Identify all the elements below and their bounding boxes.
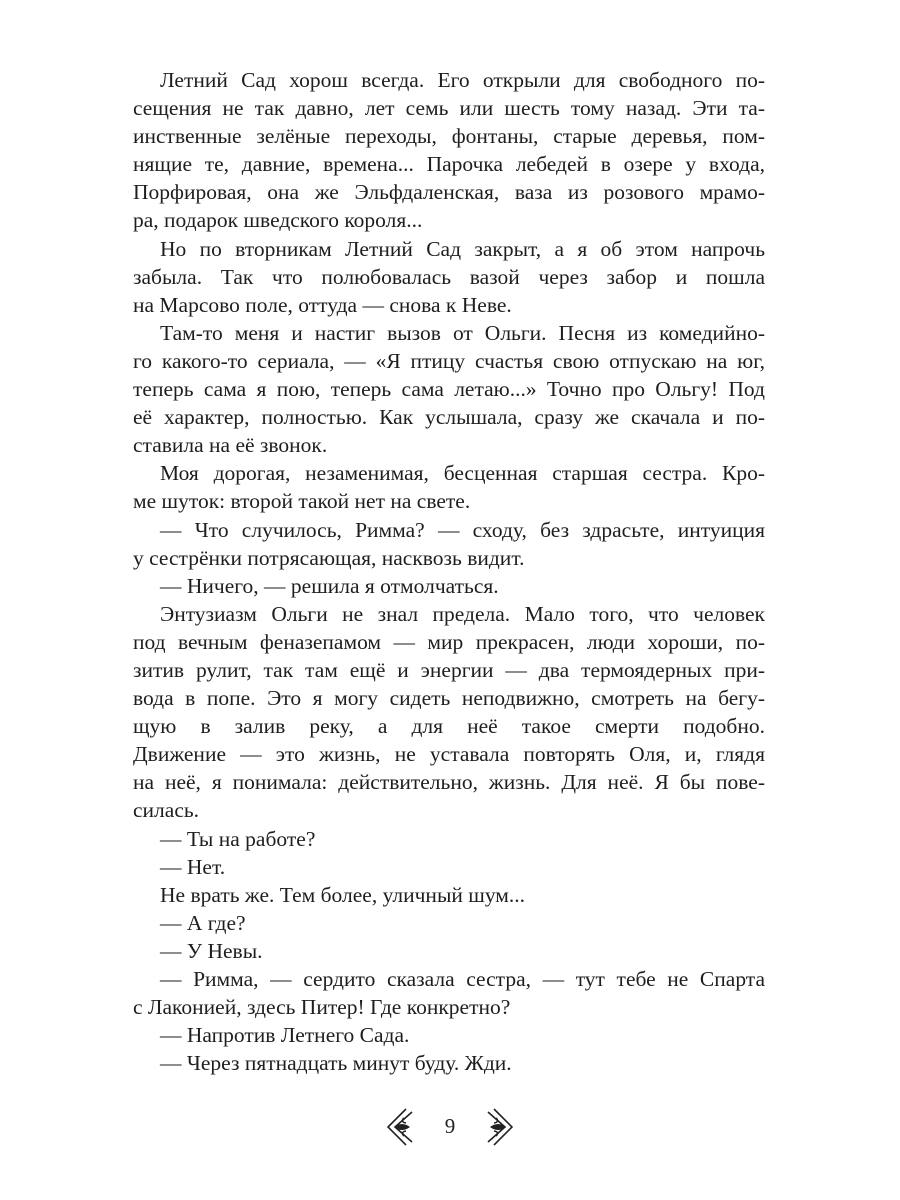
text-line: Не врать же. Тем более, уличный шум... — [160, 882, 526, 907]
paragraph — [133, 1049, 765, 1077]
paragraph — [133, 600, 765, 825]
text-line: — Через пятнадцать минут буду. Жди. — [160, 1051, 512, 1076]
ornament-left-icon — [384, 1106, 418, 1148]
text-line: ра, подарок шведского короля... — [133, 208, 423, 233]
paragraph — [133, 235, 765, 319]
text-line: — А где? — [160, 910, 246, 935]
text-line: Движение — это жизнь, не уставала повторять Оля, и, глядя — [133, 742, 765, 767]
paragraph — [133, 881, 765, 909]
text-line: инственные зелёные переходы, фонтаны, старые деревья, пом- — [133, 124, 765, 149]
paragraph — [133, 909, 765, 937]
text-line: — Римма, — сердито сказала сестра, — тут тебе не Спарта — [160, 967, 765, 991]
text-line: го какого-то сериала, — «Я птицу счастья свою отпускаю на юг, — [133, 348, 765, 373]
text-line: с Лаконией, здесь Питер! Где конкретно? — [133, 995, 511, 1020]
text-line: забыла. Так что полюбовалась вазой через забор и пошла — [133, 264, 765, 289]
text-line: — Напротив Летнего Сада. — [160, 1023, 410, 1048]
text-line: — У Невы. — [160, 938, 263, 963]
text-line: — Ничего, — решила я отмолчаться. — [160, 573, 499, 598]
text-line: Порфировая, она же Эльфдаленская, ваза из розового мрамо- — [133, 180, 765, 205]
paragraph — [133, 1021, 765, 1049]
paragraph — [133, 516, 765, 572]
text-line: ме шуток: второй такой нет на свете. — [133, 489, 471, 514]
text-line: её характер, полностью. Как услышала, сразу же скачала и по- — [133, 405, 765, 430]
text-line: на Марсово поле, оттуда — снова к Неве. — [133, 292, 512, 317]
text-line: сещения не так давно, лет семь или шесть тому назад. Эти та- — [133, 96, 765, 121]
text-line: на неё, я понимала: действительно, жизнь. Для неё. Я бы пове- — [133, 770, 765, 795]
text-line: Энтузиазм Ольги не знал предела. Мало того, что человек — [160, 601, 765, 626]
text-line: у сестрёнки потрясающая, насквозь видит. — [133, 545, 525, 570]
page-footer — [0, 1104, 900, 1150]
paragraph — [133, 853, 765, 881]
text-line: силась. — [133, 798, 200, 823]
page-body-text — [133, 66, 765, 1077]
text-line: Там-то меня и настиг вызов от Ольги. Песня из комедийно- — [160, 320, 765, 345]
paragraph — [133, 825, 765, 853]
text-line: теперь сама я пою, теперь сама летаю...» Точно про Ольгу! Под — [133, 377, 765, 402]
text-line: вода в попе. Это я могу сидеть неподвижно, смотреть на бегу- — [133, 686, 765, 711]
ornament-right-icon — [482, 1106, 516, 1148]
text-line: — Что случилось, Римма? — сходу, без здрасьте, интуиция — [160, 517, 765, 542]
text-line: нящие те, давние, времена... Парочка лебедей в озере у входа, — [133, 152, 765, 177]
text-line: — Ты на работе? — [160, 826, 316, 851]
paragraph — [133, 965, 765, 1021]
text-line: ставила на её звонок. — [133, 433, 328, 458]
paragraph — [133, 937, 765, 965]
paragraph — [133, 572, 765, 600]
page-number: 9 — [444, 1114, 456, 1138]
paragraph — [133, 66, 765, 235]
paragraph — [133, 319, 765, 459]
text-line: щую в залив реку, а для неё такое смерти подобно. — [133, 714, 765, 739]
text-line: Моя дорогая, незаменимая, бесценная старшая сестра. Кро- — [160, 461, 765, 486]
text-line: — Нет. — [160, 854, 226, 879]
text-line: под вечным феназепамом — мир прекрасен, люди хороши, по- — [133, 629, 765, 654]
paragraph — [133, 459, 765, 515]
text-line: Летний Сад хорош всегда. Его открыли для свободного по- — [160, 68, 765, 92]
text-line: Но по вторникам Летний Сад закрыт, а я об этом напрочь — [160, 236, 765, 261]
text-line: зитив рулит, так там ещё и энергии — два термоядерных при- — [133, 657, 765, 682]
